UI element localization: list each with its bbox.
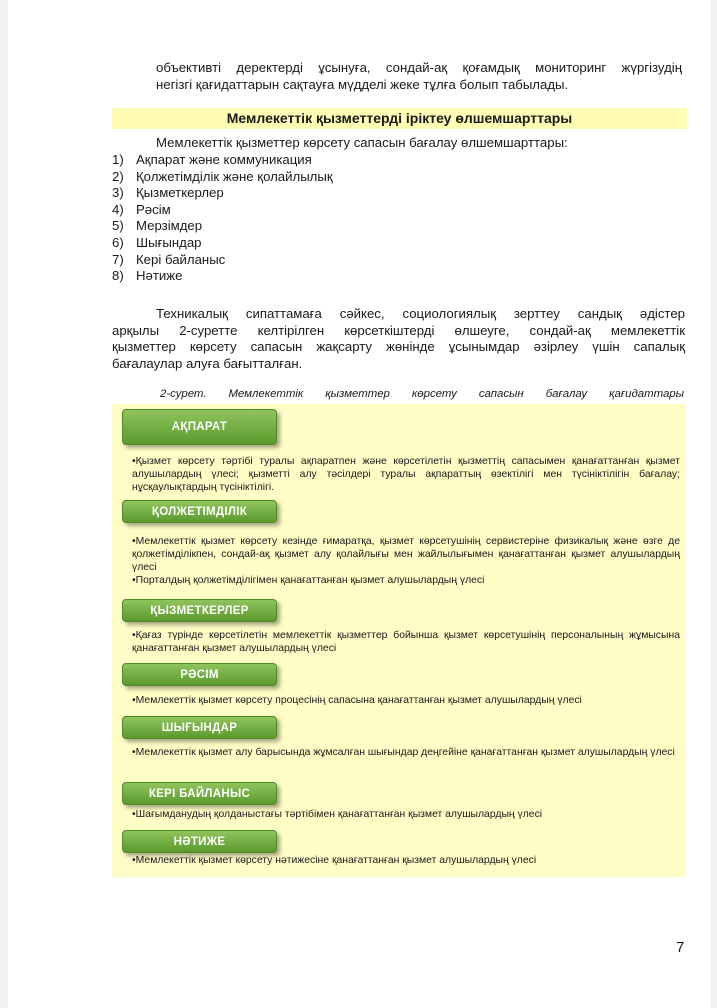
list-item-label: Рәсім: [136, 201, 171, 217]
tab-procedure: РӘСІМ: [122, 663, 277, 686]
description-item: •Қызмет көрсету тәртібі туралы ақпаратпен және көрсетілетін қызметтің сапасымен қанағаттанған қызмет алушылардың үлесі; қызметті алу тәсілдері туралы ақпараттың өзектілігі мен түсініктілігін бағалау; нұсқаулықтардың түсініктілігі.: [132, 456, 680, 493]
tab-result: НӘТИЖЕ: [122, 830, 277, 853]
paragraph-1-line: негізгі қағидаттарын сақтауға мүдделі жеке тұлға болып табылады.: [156, 76, 569, 92]
paragraph-1: [156, 60, 682, 93]
list-item-label: Қолжетімділік және қолайлылық: [136, 168, 333, 184]
description-item: •Мемлекеттік қызмет көрсету нәтижесіне қанағаттанған қызмет алушылардың үлесі: [132, 855, 537, 866]
access-description: [132, 455, 680, 494]
costs-description: [132, 746, 680, 759]
paragraph-2-line: арқылы 2-суретте келтірілген көрсеткіштерді өлшеуге, сондай-ақ мемлекеттік: [112, 322, 685, 338]
description-item: •Мемлекеттік қызмет көрсету процесінің сапасына қанағаттанған қызмет алушылардың үлесі: [132, 695, 582, 706]
list-item-number: 6): [112, 234, 124, 250]
principles-figure: [112, 404, 686, 877]
list-item-number: 8): [112, 268, 124, 284]
list-item: [112, 185, 333, 202]
description-item: •Мемлекеттік қызмет көрсету кезінде ғимаратқа, қызмет көрсетушінің сервистеріне физикалық және өзге де қолжетімділікпен, сондай-ақ қызмет алу қолайлығы мен жайлылығымен қанағаттанған қызмет алушылардың үлесі: [132, 536, 680, 573]
page-number: 7: [676, 939, 685, 956]
paragraph-2-line: Техникалық сипаттамаға сәйкес, социологиялық зерттеу сандық әдістер: [156, 306, 685, 321]
paragraph-1-line: объективті деректерді ұсынуға, сондай-ақ қоғамдық мониторинг жүргізудің: [156, 60, 682, 75]
paragraph-2-line: қызметтер көрсету сапасын жақсарту жөнінде ұсынымдар әзірлеу үшін сапалық: [112, 339, 685, 355]
list-item: [112, 169, 333, 186]
criteria-intro: Мемлекеттік қызметтер көрсету сапасын бағалау өлшемшарттары:: [156, 135, 568, 150]
section-heading: Мемлекеттік қызметтерді іріктеу өлшемшарттары: [112, 108, 687, 129]
list-item-label: Қызметкерлер: [136, 185, 224, 201]
description-item: •Қағаз түрінде көрсетілетін мемлекеттік қызметтер бойынша қызмет көрсетушінің персоналының жұмысына қанағаттанған қызмет алушылардың үлесі: [132, 630, 680, 654]
list-item: [112, 252, 333, 269]
list-item: [112, 235, 333, 252]
procedure-description: [132, 694, 680, 707]
list-item: [112, 268, 333, 285]
availability-description: [132, 535, 680, 587]
paragraph-2-line: бағалаулар алуға бағытталған.: [112, 355, 303, 371]
list-item-number: 5): [112, 218, 124, 234]
paragraph-2: [112, 306, 685, 372]
list-item-number: 7): [112, 251, 124, 267]
result-description: [132, 854, 680, 867]
document-page: [8, 0, 711, 1008]
list-item-number: 3): [112, 185, 124, 201]
figure-caption: 2-сурет. Мемлекеттік қызметтер көрсету сапасын бағалау қағидаттары: [160, 388, 684, 400]
tab-feedback: КЕРІ БАЙЛАНЫС: [122, 782, 277, 805]
criteria-list: [112, 152, 333, 285]
list-item: [112, 202, 333, 219]
description-item: •Шағымданудың қолданыстағы тәртібімен қанағаттанған қызмет алушылардың үлесі: [132, 809, 543, 820]
list-item-label: Нәтиже: [136, 268, 183, 284]
list-item-number: 2): [112, 168, 124, 184]
description-item: •Порталдың қолжетімділігімен қанағаттанған қызмет алушылардың үлесі: [132, 575, 485, 586]
staff-description: [132, 629, 680, 655]
description-item: •Мемлекеттік қызмет алу барысында жұмсалған шығындар деңгейіне қанағаттанған қызмет алушылардың үлесі: [132, 747, 675, 758]
list-item-label: Мерзімдер: [136, 218, 203, 234]
list-item-label: Шығындар: [136, 234, 202, 250]
feedback-description: [132, 808, 680, 821]
tab-access: АҚПАРАТ: [122, 409, 277, 445]
list-item-label: Кері байланыс: [136, 251, 226, 267]
list-item: [112, 218, 333, 235]
list-item-label: Ақпарат және коммуникация: [136, 152, 312, 167]
tab-costs: ШЫҒЫНДАР: [122, 716, 277, 739]
list-item-number: 4): [112, 201, 124, 217]
list-item: [112, 152, 333, 169]
tab-availability: ҚОЛЖЕТІМДІЛІК: [122, 500, 277, 523]
tab-staff: ҚЫЗМЕТКЕРЛЕР: [122, 599, 277, 622]
list-item-number: 1): [112, 152, 124, 167]
